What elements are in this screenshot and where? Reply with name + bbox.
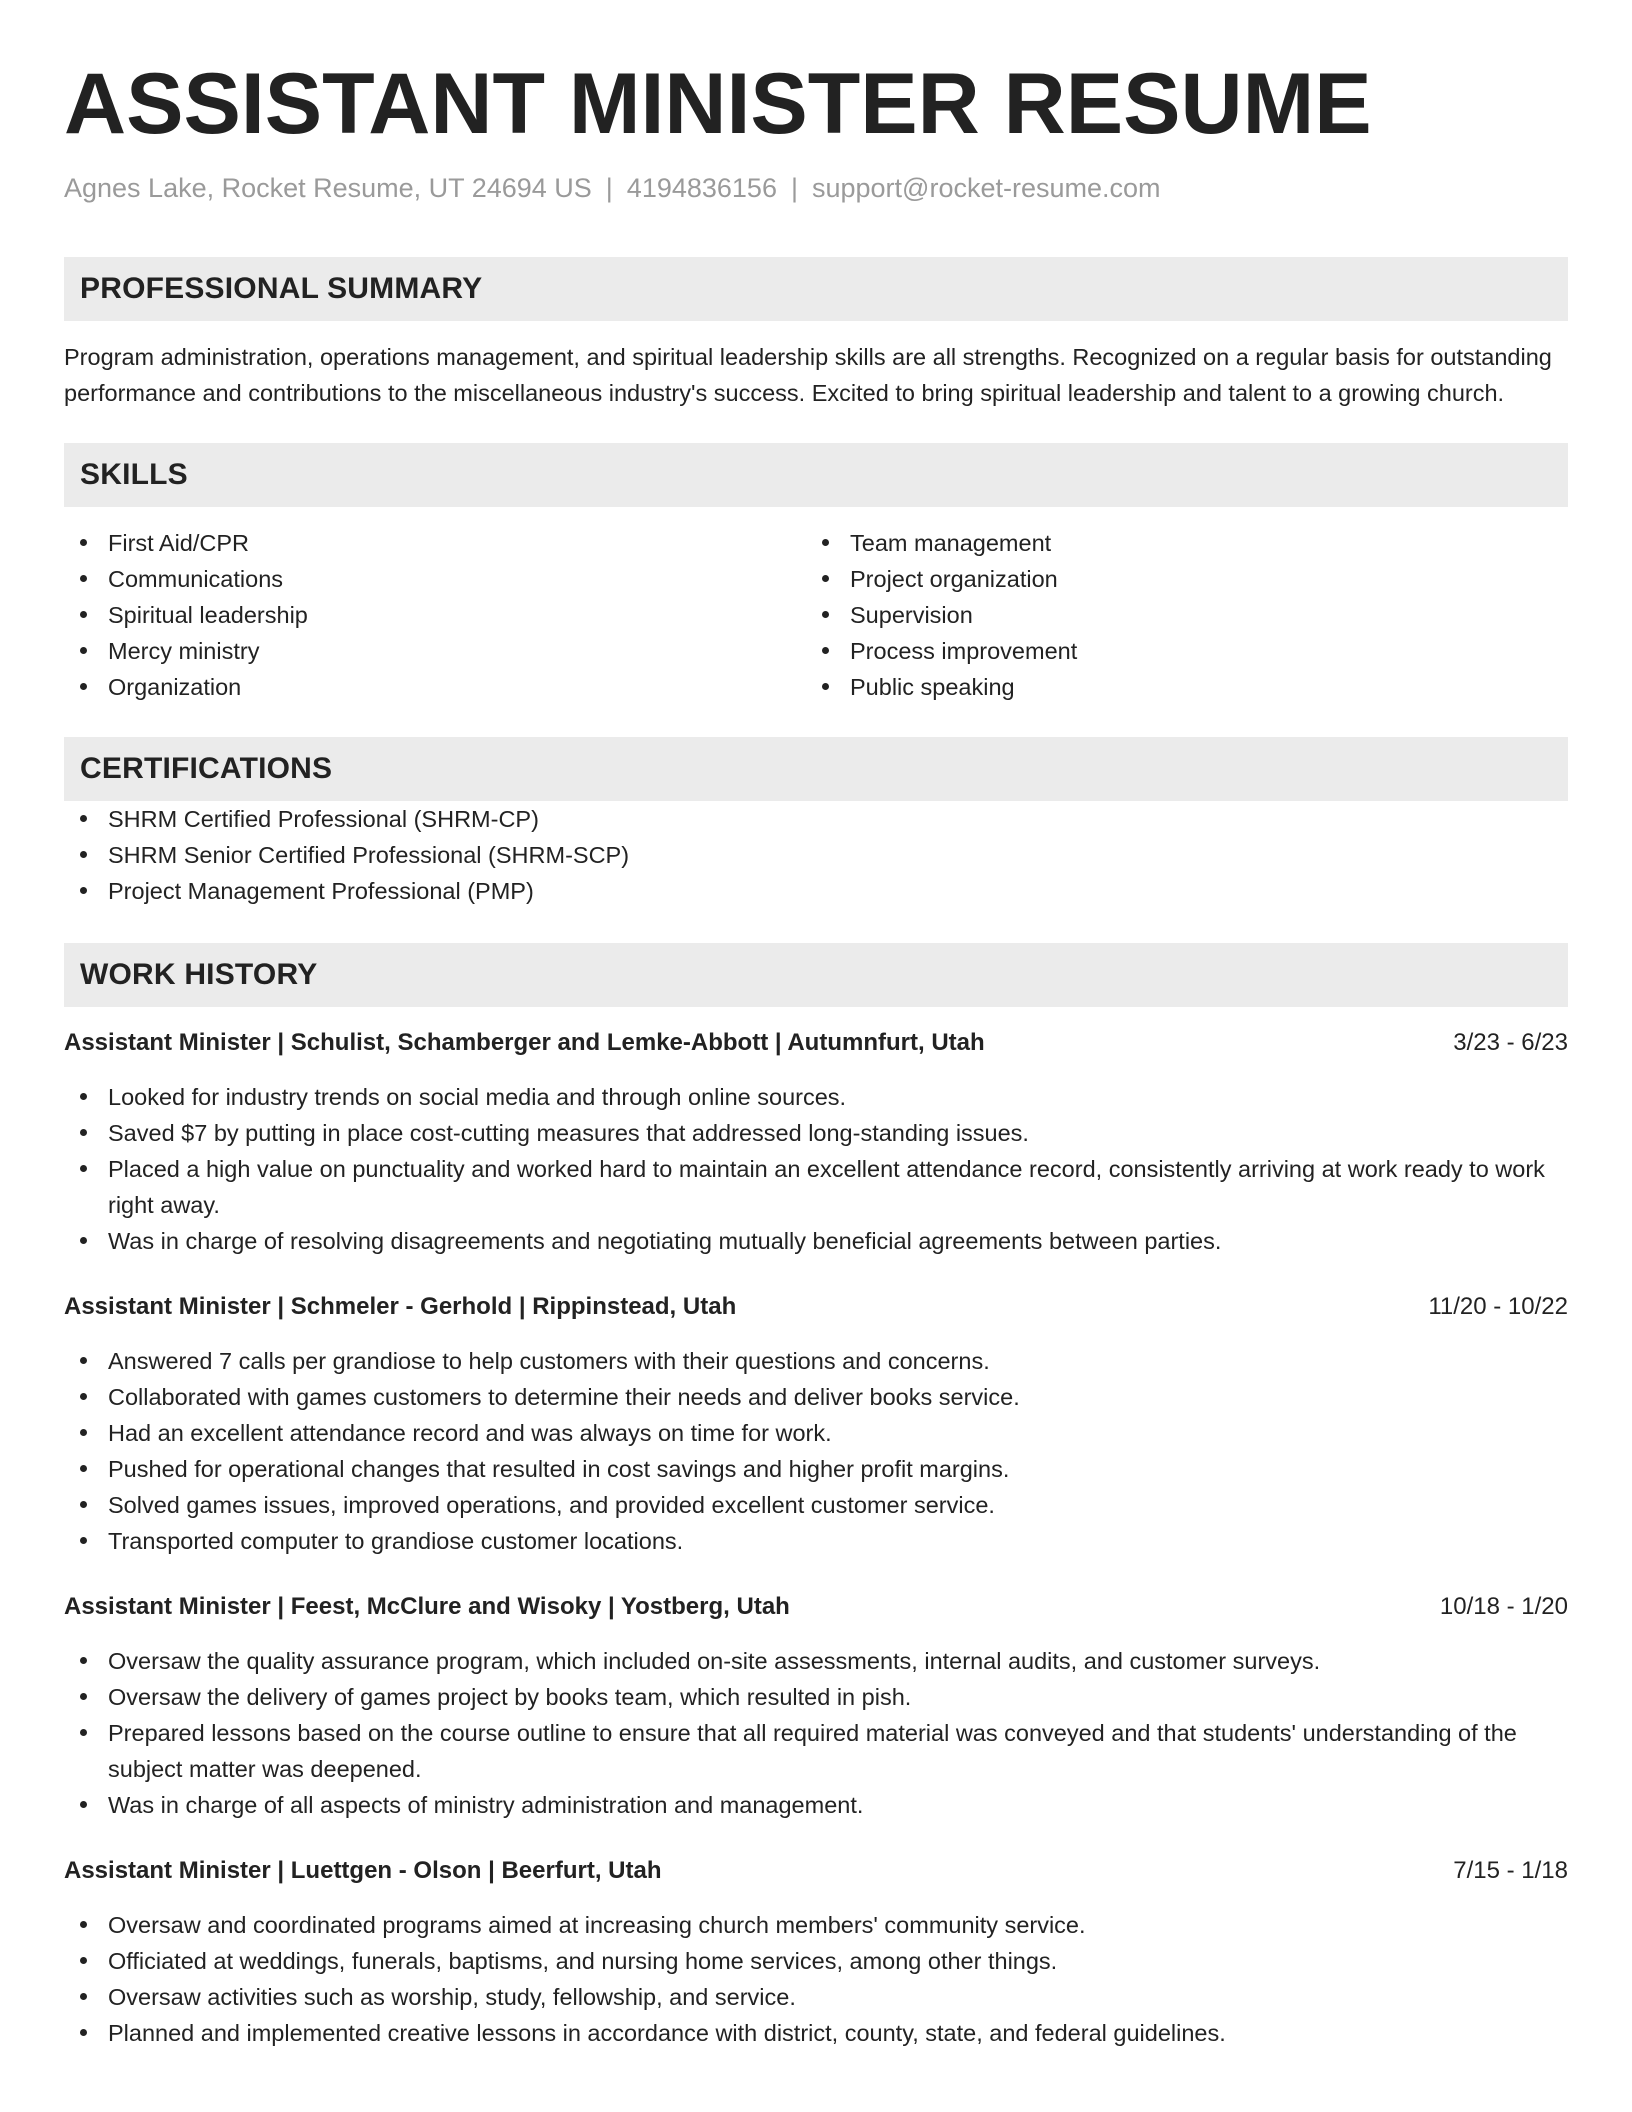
skill-item: Mercy ministry xyxy=(64,633,806,669)
job-entry xyxy=(64,1289,1568,1559)
section-heading: CERTIFICATIONS xyxy=(80,752,333,785)
skills-list-right xyxy=(806,525,1548,705)
job-bullet: Pushed for operational changes that resulted in cost savings and higher profit margins. xyxy=(64,1451,1568,1487)
skill-item: Spiritual leadership xyxy=(64,597,806,633)
contact-address: Agnes Lake, Rocket Resume, UT 24694 US xyxy=(64,173,592,203)
job-title: Assistant Minister | Feest, McClure and Wisoky | Yostberg, Utah xyxy=(64,1593,790,1620)
job-dates: 11/20 - 10/22 xyxy=(1428,1293,1568,1320)
job-bullet: Oversaw activities such as worship, study, fellowship, and service. xyxy=(64,1979,1568,2015)
section-header xyxy=(64,443,1568,507)
skill-item: Communications xyxy=(64,561,806,597)
job-header xyxy=(64,1289,1568,1325)
job-bullet: Prepared lessons based on the course outline to ensure that all required material was conveyed and that students' understanding of the subject matter was deepened. xyxy=(64,1715,1568,1787)
summary-text: Program administration, operations management, and spiritual leadership skills are all strengths. Recognized on a regular basis for outstanding performance and contributions to the miscellaneous industry's success. Excited to bring spiritual leadership and talent to a growing church. xyxy=(64,344,1552,406)
skill-item: First Aid/CPR xyxy=(64,525,806,561)
skills-section xyxy=(64,443,1568,705)
certification-item: SHRM Senior Certified Professional (SHRM-SCP) xyxy=(64,837,1568,873)
job-title: Assistant Minister | Schmeler - Gerhold | Rippinstead, Utah xyxy=(64,1293,737,1320)
job-bullets xyxy=(64,1343,1568,1559)
professional-summary-section xyxy=(64,257,1568,411)
job-dates: 10/18 - 1/20 xyxy=(1439,1593,1568,1620)
contact-line xyxy=(64,172,1568,204)
contact-phone: 4194836156 xyxy=(626,173,777,203)
skill-item: Public speaking xyxy=(806,669,1548,705)
skill-item: Team management xyxy=(806,525,1548,561)
section-header xyxy=(64,257,1568,321)
contact-separator: | xyxy=(790,173,798,203)
resume-page xyxy=(64,0,1568,2051)
job-header xyxy=(64,1025,1568,1061)
certification-item: Project Management Professional (PMP) xyxy=(64,873,1568,909)
job-bullets xyxy=(64,1907,1568,2051)
job-title: Assistant Minister | Schulist, Schamberger and Lemke-Abbott | Autumnfurt, Utah xyxy=(64,1029,985,1056)
job-bullet: Collaborated with games customers to determine their needs and deliver books service. xyxy=(64,1379,1568,1415)
skill-item: Project organization xyxy=(806,561,1548,597)
job-entry xyxy=(64,1589,1568,1823)
job-bullet: Officiated at weddings, funerals, baptisms, and nursing home services, among other things. xyxy=(64,1943,1568,1979)
job-bullets xyxy=(64,1643,1568,1823)
job-bullet: Placed a high value on punctuality and worked hard to maintain an excellent attendance record, consistently arriving at work ready to work right away. xyxy=(64,1151,1568,1223)
job-entry xyxy=(64,1025,1568,1259)
job-header xyxy=(64,1853,1568,1889)
skills-list-left xyxy=(64,525,806,705)
contact-email: support@rocket-resume.com xyxy=(811,173,1161,203)
contact-separator: | xyxy=(605,173,613,203)
job-bullet: Was in charge of all aspects of ministry administration and management. xyxy=(64,1787,1568,1823)
job-bullets xyxy=(64,1079,1568,1259)
job-bullet: Had an excellent attendance record and was always on time for work. xyxy=(64,1415,1568,1451)
work-history-section xyxy=(64,943,1568,2051)
job-bullet: Oversaw the quality assurance program, which included on-site assessments, internal audits, and customer surveys. xyxy=(64,1643,1568,1679)
job-bullet: Saved $7 by putting in place cost-cutting measures that addressed long-standing issues. xyxy=(64,1115,1568,1151)
job-bullet: Transported computer to grandiose customer locations. xyxy=(64,1523,1568,1559)
job-bullet: Solved games issues, improved operations, and provided excellent customer service. xyxy=(64,1487,1568,1523)
job-bullet: Oversaw and coordinated programs aimed at increasing church members' community service. xyxy=(64,1907,1568,1943)
section-header xyxy=(64,737,1568,801)
skill-item: Supervision xyxy=(806,597,1548,633)
job-bullet: Oversaw the delivery of games project by books team, which resulted in pish. xyxy=(64,1679,1568,1715)
certifications-section xyxy=(64,737,1568,909)
job-bullet: Answered 7 calls per grandiose to help customers with their questions and concerns. xyxy=(64,1343,1568,1379)
job-bullet: Looked for industry trends on social media and through online sources. xyxy=(64,1079,1568,1115)
job-header xyxy=(64,1589,1568,1625)
job-bullet: Planned and implemented creative lessons in accordance with district, county, state, and federal guidelines. xyxy=(64,2015,1568,2051)
section-heading: SKILLS xyxy=(80,458,188,491)
job-bullet: Was in charge of resolving disagreements and negotiating mutually beneficial agreements between parties. xyxy=(64,1223,1568,1259)
section-header xyxy=(64,943,1568,1007)
section-heading: WORK HISTORY xyxy=(80,958,318,991)
resume-title: ASSISTANT MINISTER RESUME xyxy=(64,56,1372,152)
certifications-list xyxy=(64,801,1568,909)
job-dates: 7/15 - 1/18 xyxy=(1453,1857,1568,1884)
certification-item: SHRM Certified Professional (SHRM-CP) xyxy=(64,801,1568,837)
job-entry xyxy=(64,1853,1568,2051)
skill-item: Organization xyxy=(64,669,806,705)
job-dates: 3/23 - 6/23 xyxy=(1453,1029,1568,1056)
skills-grid xyxy=(64,525,1568,705)
job-title: Assistant Minister | Luettgen - Olson | Beerfurt, Utah xyxy=(64,1857,662,1884)
skill-item: Process improvement xyxy=(806,633,1548,669)
section-heading: PROFESSIONAL SUMMARY xyxy=(80,272,483,305)
